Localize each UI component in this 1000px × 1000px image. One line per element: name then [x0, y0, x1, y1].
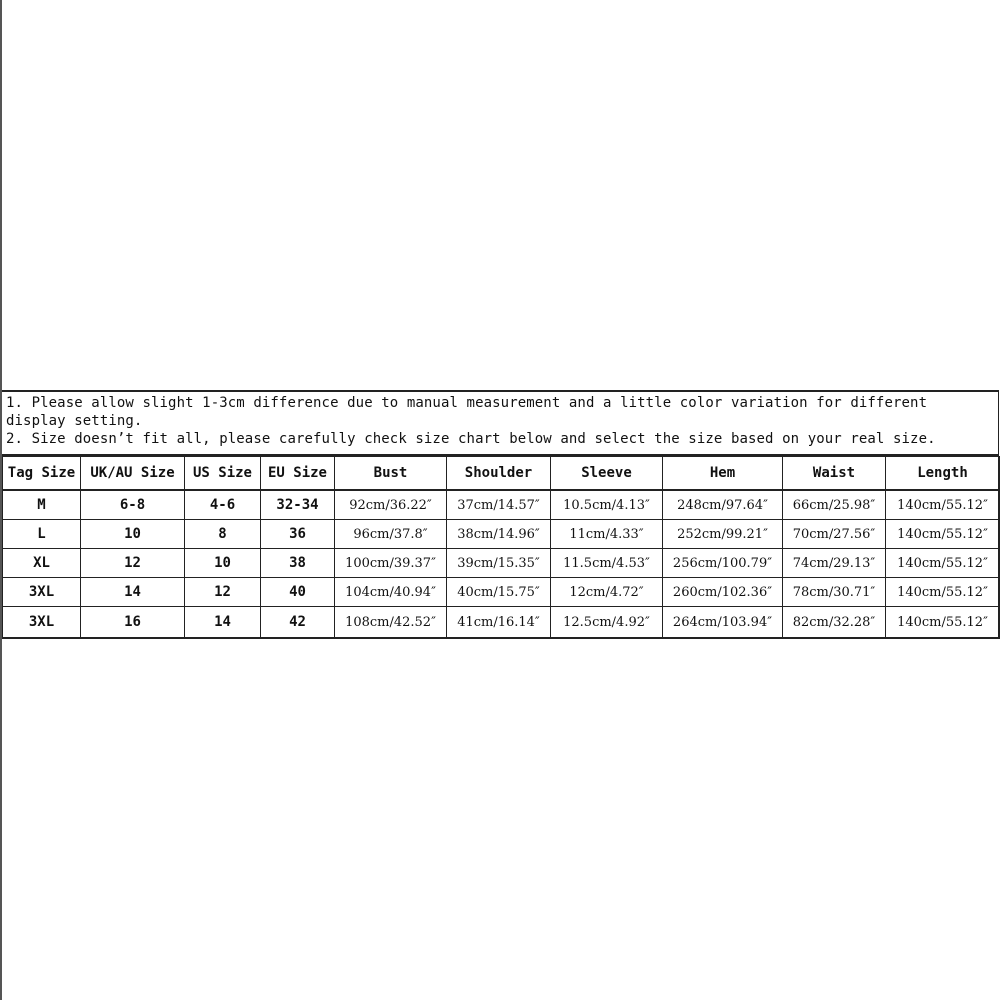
- cell-eu-size: 36: [261, 520, 335, 549]
- header-waist: Waist: [783, 457, 886, 491]
- cell-us-size: 10: [185, 549, 261, 578]
- size-notes: [2, 392, 998, 456]
- cell-tag-size: 3XL: [3, 578, 81, 607]
- table-row: [3, 607, 1000, 639]
- cell-waist: 70cm/27.56″: [783, 520, 886, 549]
- cell-shoulder: 37cm/14.57″: [447, 490, 551, 520]
- cell-length: 140cm/55.12″: [886, 490, 1000, 520]
- cell-eu-size: 32-34: [261, 490, 335, 520]
- cell-waist: 78cm/30.71″: [783, 578, 886, 607]
- size-table: [2, 456, 1000, 639]
- table-row: [3, 549, 1000, 578]
- header-us-size: US Size: [185, 457, 261, 491]
- table-row: [3, 490, 1000, 520]
- cell-hem: 248cm/97.64″: [663, 490, 783, 520]
- cell-shoulder: 39cm/15.35″: [447, 549, 551, 578]
- cell-uk-au-size: 14: [81, 578, 185, 607]
- cell-waist: 66cm/25.98″: [783, 490, 886, 520]
- cell-bust: 104cm/40.94″: [335, 578, 447, 607]
- cell-us-size: 4-6: [185, 490, 261, 520]
- cell-length: 140cm/55.12″: [886, 549, 1000, 578]
- note-1: 1. Please allow slight 1-3cm difference due to manual measurement and a little color variation for different display setting.: [6, 395, 928, 429]
- cell-uk-au-size: 12: [81, 549, 185, 578]
- header-tag-size: Tag Size: [3, 457, 81, 491]
- table-row: [3, 520, 1000, 549]
- cell-us-size: 8: [185, 520, 261, 549]
- cell-bust: 92cm/36.22″: [335, 490, 447, 520]
- cell-length: 140cm/55.12″: [886, 578, 1000, 607]
- header-length: Length: [886, 457, 1000, 491]
- cell-us-size: 14: [185, 607, 261, 639]
- cell-eu-size: 38: [261, 549, 335, 578]
- table-header-row: [3, 457, 1000, 491]
- cell-tag-size: M: [3, 490, 81, 520]
- note-2: 2. Size doesn’t fit all, please carefully check size chart below and select the size based on your real size.: [6, 431, 936, 447]
- cell-sleeve: 11.5cm/4.53″: [551, 549, 663, 578]
- cell-shoulder: 38cm/14.96″: [447, 520, 551, 549]
- header-uk-au-size: UK/AU Size: [81, 457, 185, 491]
- cell-tag-size: XL: [3, 549, 81, 578]
- cell-uk-au-size: 6-8: [81, 490, 185, 520]
- cell-shoulder: 41cm/16.14″: [447, 607, 551, 639]
- cell-uk-au-size: 10: [81, 520, 185, 549]
- cell-hem: 264cm/103.94″: [663, 607, 783, 639]
- header-hem: Hem: [663, 457, 783, 491]
- cell-hem: 252cm/99.21″: [663, 520, 783, 549]
- header-bust: Bust: [335, 457, 447, 491]
- cell-sleeve: 11cm/4.33″: [551, 520, 663, 549]
- header-shoulder: Shoulder: [447, 457, 551, 491]
- cell-sleeve: 10.5cm/4.13″: [551, 490, 663, 520]
- cell-bust: 100cm/39.37″: [335, 549, 447, 578]
- cell-bust: 96cm/37.8″: [335, 520, 447, 549]
- cell-uk-au-size: 16: [81, 607, 185, 639]
- size-chart: [2, 390, 999, 639]
- table-row: [3, 578, 1000, 607]
- cell-tag-size: L: [3, 520, 81, 549]
- cell-length: 140cm/55.12″: [886, 607, 1000, 639]
- header-sleeve: Sleeve: [551, 457, 663, 491]
- cell-waist: 74cm/29.13″: [783, 549, 886, 578]
- cell-sleeve: 12cm/4.72″: [551, 578, 663, 607]
- cell-hem: 256cm/100.79″: [663, 549, 783, 578]
- cell-sleeve: 12.5cm/4.92″: [551, 607, 663, 639]
- cell-length: 140cm/55.12″: [886, 520, 1000, 549]
- header-eu-size: EU Size: [261, 457, 335, 491]
- cell-bust: 108cm/42.52″: [335, 607, 447, 639]
- cell-shoulder: 40cm/15.75″: [447, 578, 551, 607]
- cell-hem: 260cm/102.36″: [663, 578, 783, 607]
- cell-eu-size: 42: [261, 607, 335, 639]
- cell-waist: 82cm/32.28″: [783, 607, 886, 639]
- cell-eu-size: 40: [261, 578, 335, 607]
- cell-tag-size: 3XL: [3, 607, 81, 639]
- cell-us-size: 12: [185, 578, 261, 607]
